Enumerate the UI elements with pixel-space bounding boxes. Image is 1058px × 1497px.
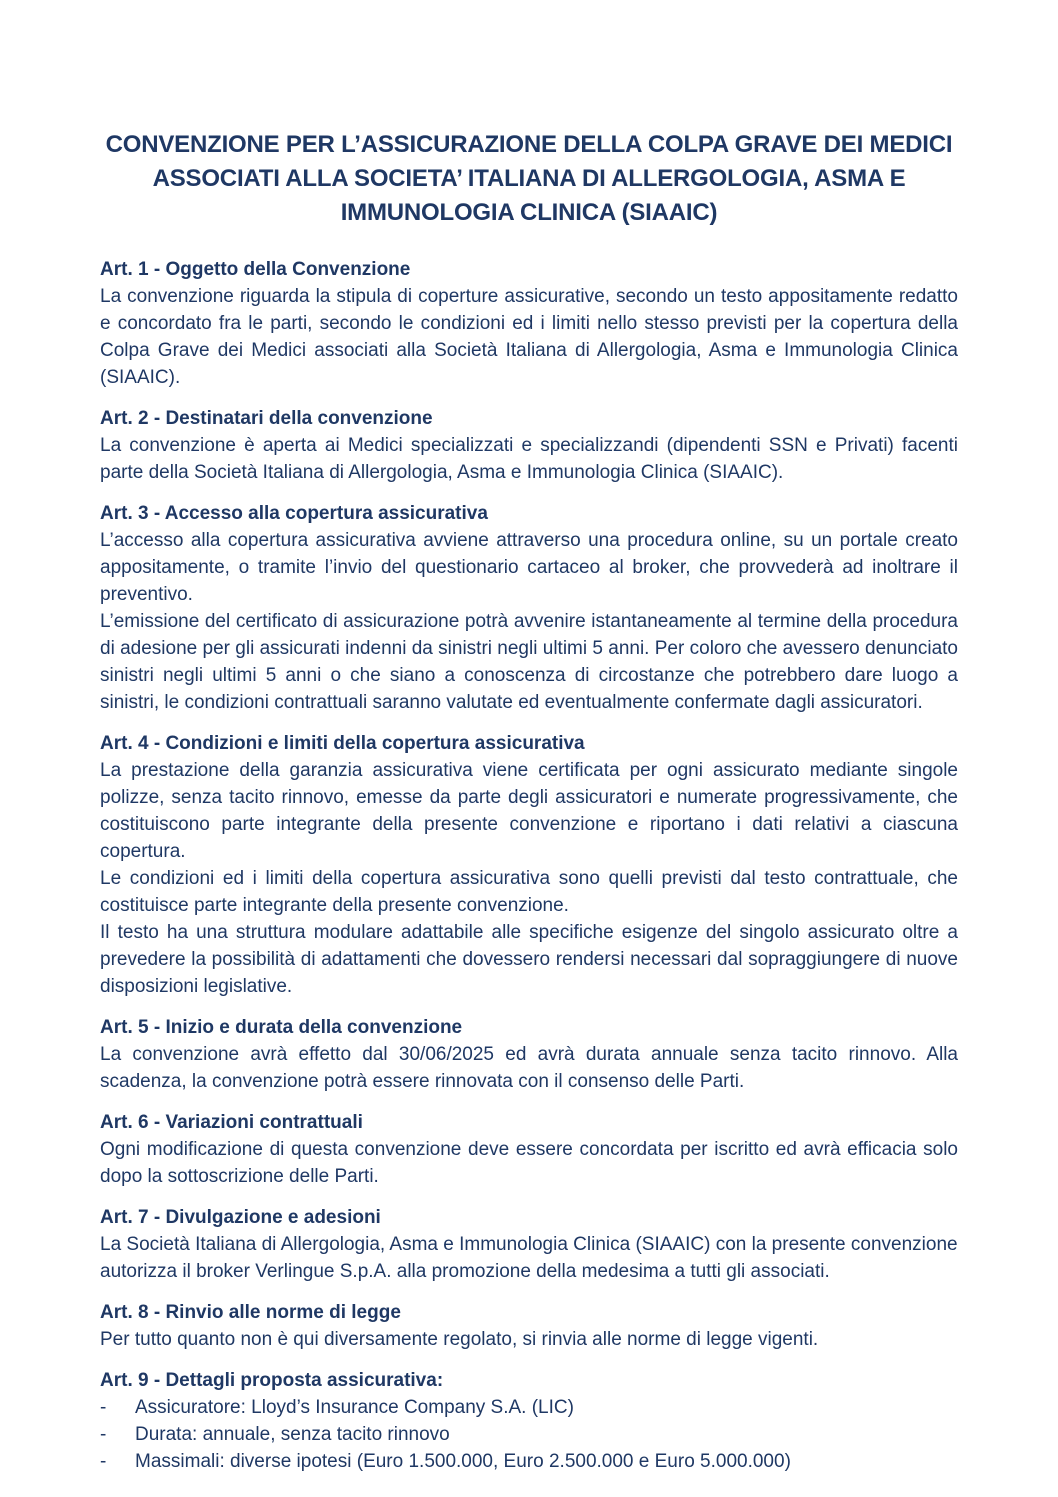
section-art-6-paragraph: Ogni modificazione di questa convenzione deve essere concordata per iscritto ed avrà efficacia solo dopo la sottoscrizione delle Parti. (100, 1139, 958, 1187)
section-art-3-paragraph-2: L’emissione del certificato di assicurazione potrà avvenire istantaneamente al termine della procedura di adesione per gli assicurati indenni da sinistri negli ultimi 5 anni. Per coloro che avessero denunciato sinistri negli ultimi 5 anni o che siano a conoscenza di circostanze che potrebbero dare luogo a sinistri, le condizioni contrattuali saranno valutate ed eventualmente confermate dagli assicuratori. (100, 611, 958, 713)
section-art-7-heading: Art. 7 - Divulgazione e adesioni (100, 1207, 381, 1228)
section-art-7 (100, 1204, 958, 1285)
section-art-4 (100, 730, 958, 1000)
bullet-text-durata: Durata: annuale, senza tacito rinnovo (135, 1424, 450, 1445)
section-art-2-heading: Art. 2 - Destinatari della convenzione (100, 408, 433, 429)
bullet-item-massimali (100, 1448, 958, 1475)
document-title (100, 128, 958, 230)
bullet-marker: - (100, 1451, 107, 1472)
section-art-6-heading: Art. 6 - Variazioni contrattuali (100, 1112, 363, 1133)
section-art-1-heading: Art. 1 - Oggetto della Convenzione (100, 259, 411, 280)
document-title-line-3: IMMUNOLOGIA CLINICA (SIAAIC) (340, 199, 718, 226)
section-art-9 (100, 1367, 958, 1475)
section-art-8-heading: Art. 8 - Rinvio alle norme di legge (100, 1302, 401, 1323)
section-art-3 (100, 500, 958, 716)
section-art-5 (100, 1014, 958, 1095)
bullet-item-assicuratore (100, 1394, 958, 1421)
document-title-line-2: ASSOCIATI ALLA SOCIETA’ ITALIANA DI ALLERGOLOGIA, ASMA E (152, 165, 906, 192)
section-art-4-paragraph-2: Le condizioni ed i limiti della copertura assicurativa sono quelli previsti dal testo contrattuale, che costituisce parte integrante della presente convenzione. (100, 868, 958, 916)
section-art-6 (100, 1109, 958, 1190)
section-art-4-paragraph-3: Il testo ha una struttura modulare adattabile alle specifiche esigenze del singolo assicurato oltre a prevedere la possibilità di adattamenti che dovessero rendersi necessari dal sopraggiungere di nuove disposizioni legislative. (100, 922, 958, 997)
section-art-1-paragraph: La convenzione riguarda la stipula di coperture assicurative, secondo un testo appositamente redatto e concordato fra le parti, secondo le condizioni ed i limiti nello stesso previsti per la copertura della Colpa Grave dei Medici associati alla Società Italiana di Allergologia, Asma e Immunologia Clinica (SIAAIC). (100, 286, 958, 388)
section-art-1 (100, 256, 958, 391)
section-art-9-heading: Art. 9 - Dettagli proposta assicurativa: (100, 1370, 444, 1391)
section-art-4-paragraph-1: La prestazione della garanzia assicurativa viene certificata per ogni assicurato mediante singole polizze, senza tacito rinnovo, emesse da parte degli assicuratori e numerate progressivamente, che costituiscono parte integrante della presente convenzione e riportano i dati relativi a ciascuna copertura. (100, 760, 958, 862)
bullet-text-massimali: Massimali: diverse ipotesi (Euro 1.500.000, Euro 2.500.000 e Euro 5.000.000) (135, 1451, 791, 1472)
section-art-5-paragraph: La convenzione avrà effetto dal 30/06/2025 ed avrà durata annuale senza tacito rinnovo. Alla scadenza, la convenzione potrà essere rinnovata con il consenso delle Parti. (100, 1044, 958, 1092)
section-art-4-heading: Art. 4 - Condizioni e limiti della copertura assicurativa (100, 733, 585, 754)
section-art-3-paragraph-1: L’accesso alla copertura assicurativa avviene attraverso una procedura online, su un portale creato appositamente, o tramite l’invio del questionario cartaceo al broker, che provvederà ad inoltrare il preventivo. (100, 530, 958, 605)
section-art-3-heading: Art. 3 - Accesso alla copertura assicurativa (100, 503, 488, 524)
section-art-2 (100, 405, 958, 486)
bullet-text-assicuratore: Assicuratore: Lloyd’s Insurance Company S.A. (LIC) (135, 1397, 574, 1418)
document-title-line-1: CONVENZIONE PER L’ASSICURAZIONE DELLA COLPA GRAVE DEI MEDICI (105, 131, 953, 158)
section-art-7-paragraph: La Società Italiana di Allergologia, Asma e Immunologia Clinica (SIAAIC) con la presente convenzione autorizza il broker Verlingue S.p.A. alla promozione della medesima a tutti gli associati. (100, 1234, 958, 1282)
section-art-8-paragraph: Per tutto quanto non è qui diversamente regolato, si rinvia alle norme di legge vigenti. (100, 1329, 819, 1350)
bullet-marker: - (100, 1397, 107, 1418)
section-art-5-heading: Art. 5 - Inizio e durata della convenzione (100, 1017, 463, 1038)
section-art-8 (100, 1299, 958, 1353)
section-art-2-paragraph: La convenzione è aperta ai Medici specializzati e specializzandi (dipendenti SSN e Privati) facenti parte della Società Italiana di Allergologia, Asma e Immunologia Clinica (SIAAIC). (100, 435, 958, 483)
bullet-item-durata (100, 1421, 958, 1448)
bullet-marker: - (100, 1424, 107, 1445)
